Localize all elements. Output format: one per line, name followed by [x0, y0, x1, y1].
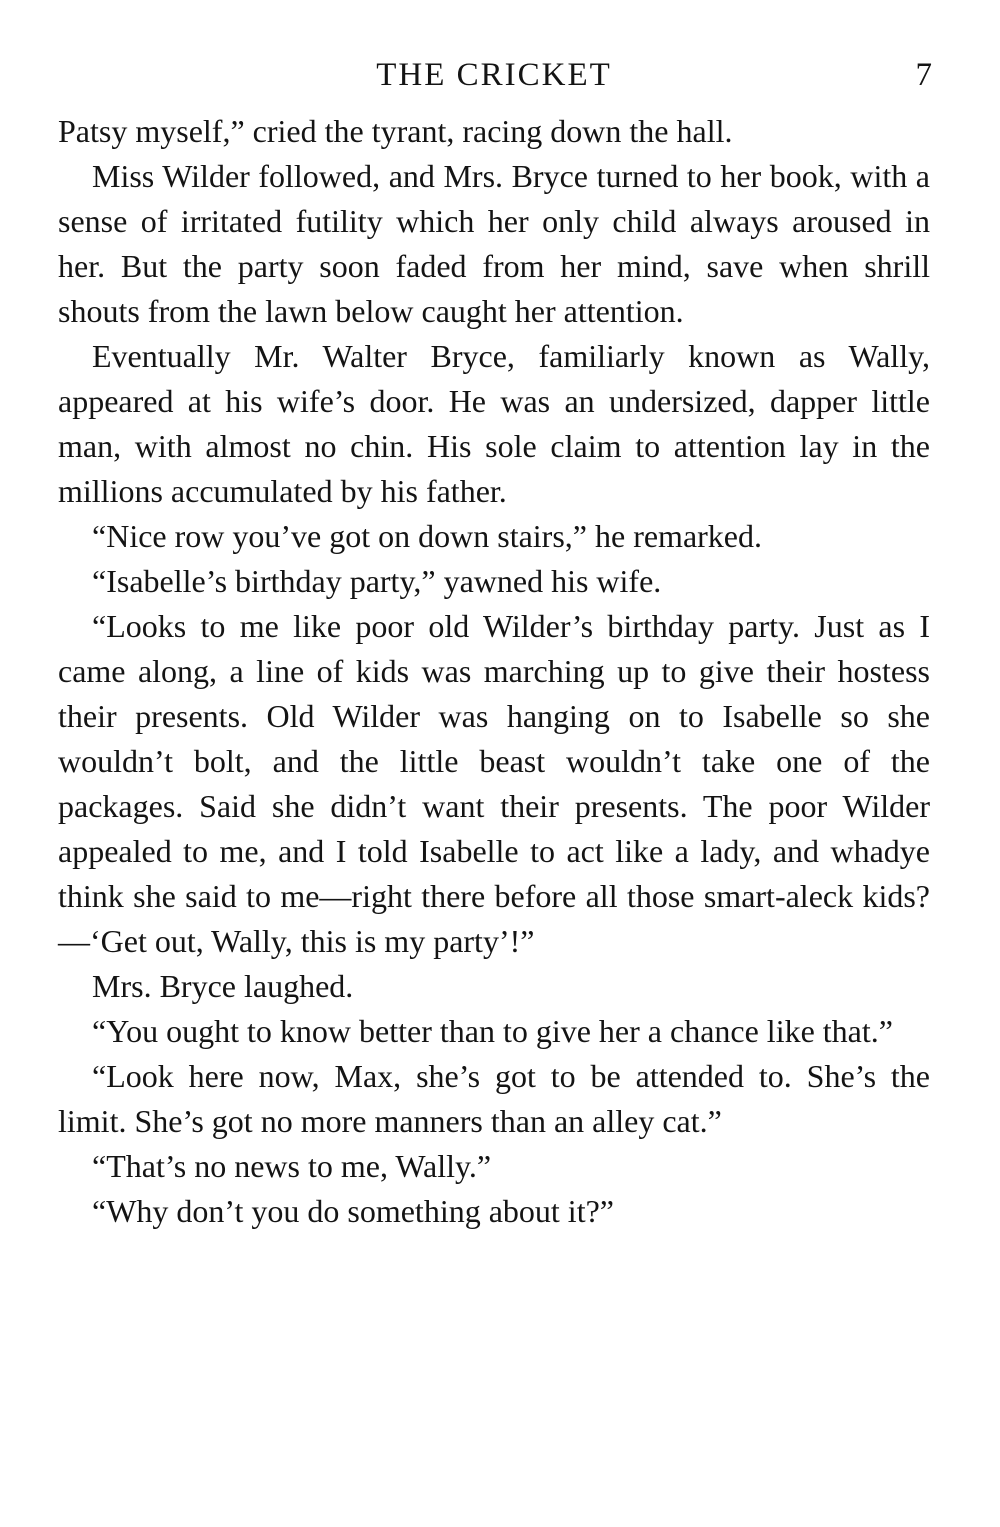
dialogue-paragraph: “Isabelle’s birthday party,” yawned his wife.	[92, 563, 662, 599]
dialogue-paragraph: “That’s no news to me, Wally.”	[92, 1148, 492, 1184]
paragraph: Miss Wilder followed, and Mrs. Bryce turned to her book, with a sense of irritated futility which her only child always aroused in her. But the party soon faded from her mind, save when shrill shouts from the lawn below caught her attention.	[58, 158, 930, 329]
dialogue-paragraph: “You ought to know better than to give her a chance like that.”	[92, 1013, 893, 1049]
dialogue-paragraph: “Why don’t you do something about it?”	[92, 1193, 614, 1229]
dialogue-paragraph: “Looks to me like poor old Wilder’s birthday party. Just as I came along, a line of kids was marching up to give their hostess their presents. Old Wilder was hanging on to Isabelle so she wouldn’t bolt, and the little beast wouldn’t take one of the packages. Said she didn’t want their presents. The poor Wilder appealed to me, and I told Isabelle to act like a lady, and whadye think she said to me—right there before all those smart-aleck kids?—‘Get out, Wally, this is my party’!”	[58, 608, 930, 959]
dialogue-paragraph: “Look here now, Max, she’s got to be attended to. She’s the limit. She’s got no more manners than an alley cat.”	[58, 1058, 930, 1139]
page-number: 7	[915, 57, 932, 93]
paragraph: Eventually Mr. Walter Bryce, familiarly known as Wally, appeared at his wife’s door. He was an undersized, dapper little man, with almost no chin. His sole claim to attention lay in the millions accumulated by his father.	[58, 338, 930, 509]
paragraph-continued: Patsy myself,” cried the tyrant, racing down the hall.	[58, 113, 733, 149]
dialogue-paragraph: “Nice row you’ve got on down stairs,” he remarked.	[92, 518, 762, 554]
paragraph: Mrs. Bryce laughed.	[92, 968, 354, 1004]
running-title: THE CRICKET	[376, 57, 612, 93]
body-text	[58, 109, 930, 1234]
running-header	[0, 50, 1000, 100]
